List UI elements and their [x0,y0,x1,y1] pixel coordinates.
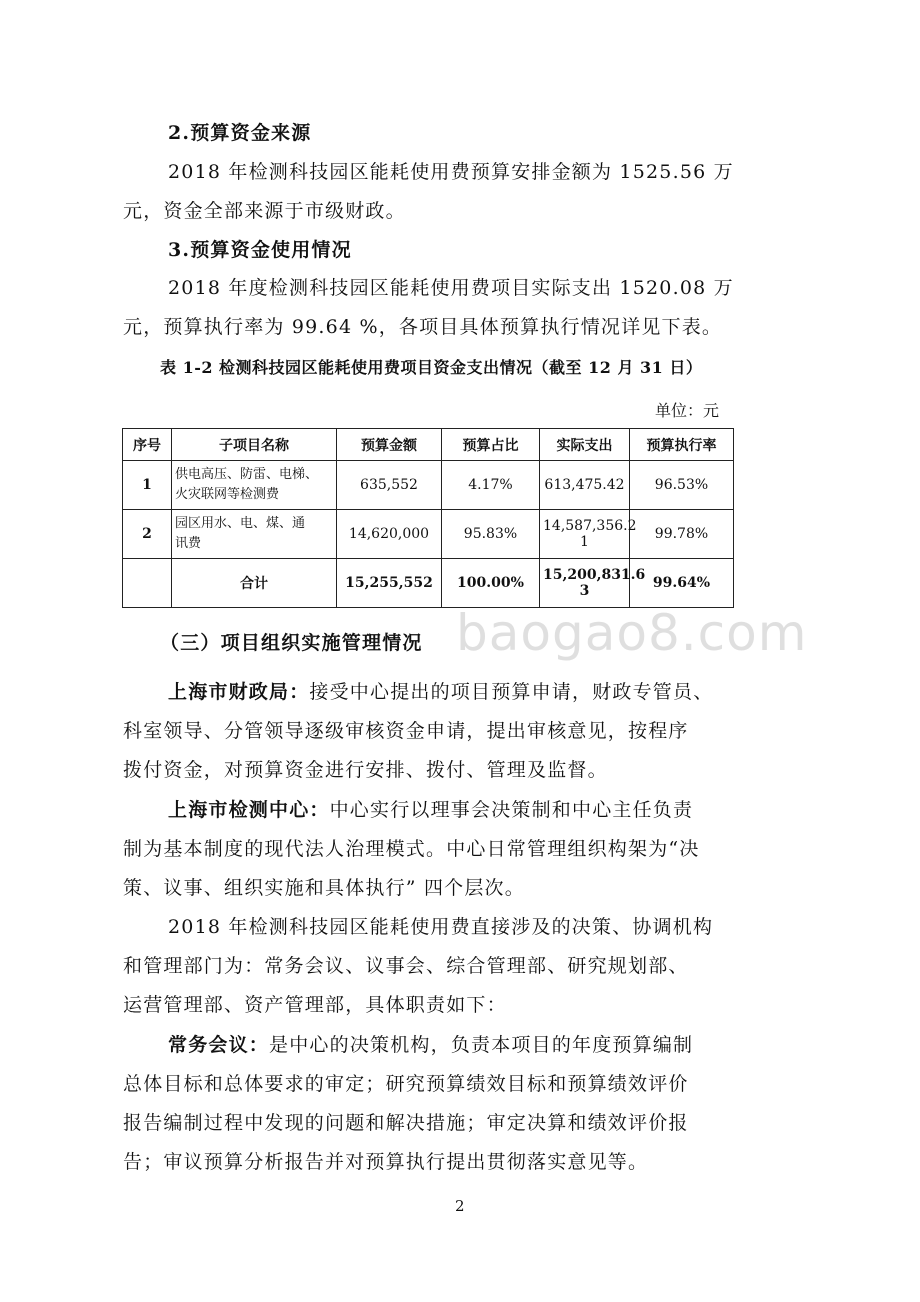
finance-label: 上海市财政局： [168,681,310,703]
finance-text: 接受中心提出的项目预算申请，财政专管员、 [309,681,714,703]
watermark: baogao8.com [456,604,808,662]
row-index: 1 [123,461,172,510]
row-subproject-line: 供电高压、防雷、电梯、 [175,467,319,482]
row-share: 4.17% [442,461,540,510]
exec-text: 是中心的决策机构，负责本项目的年度预算编制 [269,1034,694,1056]
center-paragraph-line-3: 策、议事、组织实施和具体执行” 四个层次。 [123,877,525,899]
finance-paragraph-line-2: 科室领导、分管领导逐级审核资金申请，提出审核意见，按程序 [123,720,689,742]
row-actual-line: 613,475.42 [544,477,625,493]
page-number: 2 [455,1197,465,1215]
total-index-empty [123,559,172,608]
source-paragraph-line-2: 元，资金全部来源于市级财政。 [123,200,406,222]
row-subproject-line: 讯费 [175,536,202,551]
orgs-paragraph-line-2: 和管理部门为：常务会议、议事会、综合管理部、研究规划部、 [123,955,689,977]
row-rate: 99.78% [630,510,734,559]
usage-paragraph-line-1: 2018 年度检测科技园区能耗使用费项目实际支出 1520.08 万 [168,277,734,299]
exec-paragraph-line-1 [168,1030,693,1057]
total-share: 100.00% [442,559,540,608]
row-actual [540,461,630,510]
row-actual-line: 1 [580,534,589,550]
total-label: 合计 [172,559,337,608]
finance-paragraph-line-3: 拨付资金，对预算资金进行安排、拨付、管理及监督。 [123,759,608,781]
table-row [123,510,734,559]
usage-heading: 3.预算资金使用情况 [168,239,352,261]
total-actual-line: 15,200,831.6 [543,567,646,583]
row-rate: 96.53% [630,461,734,510]
row-subproject-line: 园区用水、电、煤、通 [175,516,306,531]
header-rate: 预算执行率 [630,429,734,461]
row-subproject-line: 火灾联网等检测费 [175,487,280,502]
total-actual [540,559,646,608]
center-paragraph-line-2: 制为基本制度的现代法人治理模式。中心日常管理组织构架为“决 [123,838,700,860]
row-actual-line: 14,587,356.2 [543,518,637,534]
exec-label: 常务会议： [168,1034,270,1056]
row-budget: 14,620,000 [337,510,442,559]
total-actual-line: 3 [579,583,590,599]
row-index: 2 [123,510,172,559]
orgs-paragraph-line-3: 运营管理部、资产管理部，具体职责如下： [123,994,507,1016]
orgs-paragraph-line-1: 2018 年检测科技园区能耗使用费直接涉及的决策、协调机构 [168,916,714,938]
table-unit: 单位：元 [655,401,720,420]
row-subproject [172,510,337,559]
header-actual: 实际支出 [540,429,630,461]
header-budget: 预算金额 [337,429,442,461]
header-share: 预算占比 [442,429,540,461]
row-budget: 635,552 [337,461,442,510]
total-budget: 15,255,552 [337,559,442,608]
source-heading: 2.预算资金来源 [168,122,312,144]
exec-paragraph-line-4: 告；审议预算分析报告并对预算执行提出贯彻落实意见等。 [123,1151,649,1173]
finance-paragraph-line-1 [168,677,713,704]
header-index: 序号 [123,429,172,461]
table-total-row [123,559,734,608]
table-row [123,461,734,510]
row-actual [540,510,637,559]
table-caption: 表 1-2 检测科技园区能耗使用费项目资金支出情况（截至 12 月 31 日） [160,358,703,377]
center-label: 上海市检测中心： [168,799,330,821]
header-subproject: 子项目名称 [172,429,337,461]
source-paragraph-line-1: 2018 年检测科技园区能耗使用费预算安排金额为 1525.56 万 [168,161,734,183]
usage-paragraph-line-2: 元，预算执行率为 99.64 %，各项目具体预算执行情况详见下表。 [123,316,723,338]
center-text: 中心实行以理事会决策制和中心主任负责 [329,799,694,821]
row-share: 95.83% [442,510,540,559]
total-rate: 99.64% [630,559,734,608]
exec-paragraph-line-3: 报告编制过程中发现的问题和解决措施；审定决算和绩效评价报 [123,1112,689,1134]
center-paragraph-line-1 [168,795,693,822]
org-heading: （三）项目组织实施管理情况 [160,632,423,654]
exec-paragraph-line-2: 总体目标和总体要求的审定；研究预算绩效目标和预算绩效评价 [123,1073,689,1095]
row-subproject [172,461,337,510]
table-header-row [123,429,734,461]
budget-table [122,428,734,608]
